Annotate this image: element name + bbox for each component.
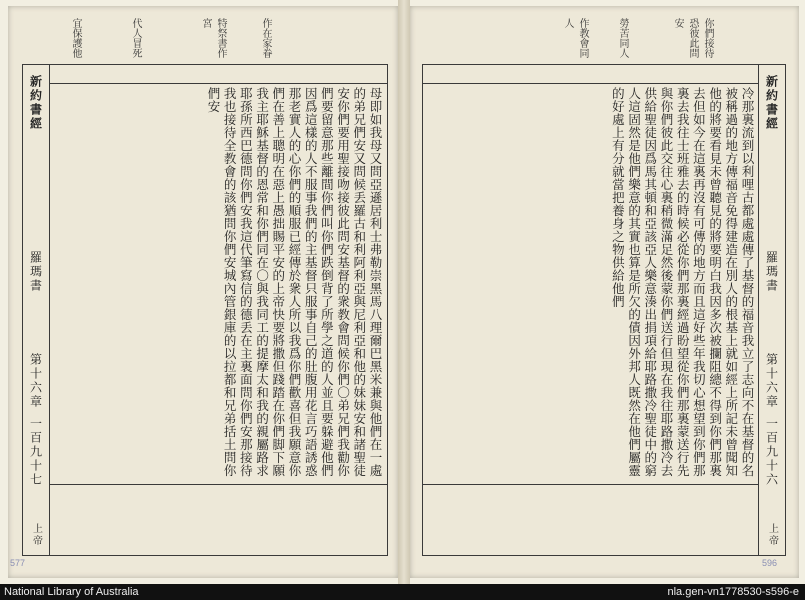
left-footnotes <box>49 484 387 555</box>
left-side-label: 上帝 <box>30 523 42 547</box>
left-text-frame <box>22 64 388 556</box>
left-book-title: 新約書經 <box>28 75 43 131</box>
right-footnotes <box>423 484 759 555</box>
right-margin-note-4: 你們接待 <box>702 18 713 58</box>
library-footer <box>0 584 805 600</box>
right-verse-number-band <box>423 65 759 84</box>
book-gutter <box>398 0 410 584</box>
left-margin-note-1: 宜保護他 <box>70 18 81 58</box>
right-chapter-number: 第十六章 <box>764 353 779 409</box>
left-margin-note-4: 作在家眷 <box>260 18 271 58</box>
right-page-number: 一百九十六 <box>764 417 779 487</box>
right-margin-note-3: 恐彼此問安 <box>672 18 698 58</box>
right-text-frame <box>422 64 786 556</box>
left-verse-number-band <box>49 65 387 84</box>
right-body-text: 冷那裏流到以利哩古都處處傳了基督的福音我立了志向不在基督的名被稱過的地方傳福音免得建造在別人的根基上就如經上所記未曾聞知他的將要看見未曾聽見的將要明白我因多次被攔阻總不得到你們那裏去但如今在這裏再沒有可傳的地方而且這好些年我切心想望到你們那裏去我往士班雅去的時候必從你們那裏經過盼望從你們那裏蒙送行先與你們彼此交往心裏稍微滿足然後蒙你們送行但現在我往耶路撒冷去供給聖徒因爲馬其頓和亞該亞人樂意湊出捐項給耶路撒冷聖徒中的窮人這固然是他們樂意的其實也算是所欠的債因外邦人既然在他們屬靈的好處上有分就當把養身之物供給他們 <box>610 87 755 477</box>
left-running-header <box>23 65 50 555</box>
footer-institution: National Library of Australia <box>4 586 139 598</box>
footer-identifier: nla.gen-vn1778530-s596-e <box>667 586 799 598</box>
left-body-text: 母即如我母又問亞遜居利士弗勒崇黑馬八理爾巴黑米兼與他們在一處的弟兄們安又問候丢羅古和利阿利亞與尼利亞和他的妹妹安和諸聖徒安你們要用聖接吻接彼此問安基督的衆教會問候你們〇弟兄們我勸你們要留意那些離間你們叫你們跌倒背了所學之道的人並且要躲避他們因爲這樣的人不服事我們的主基督只服事自己的肚腹用花言巧語誘惑那老實人的心你們的順服已經傳於衆人所以我爲你們歡喜但我願意你們在善上聰明在惡上愚拙賜平安的上帝快要將撒但踐踏在你們脚下願我主耶穌基督的恩常和你們同在〇與我同工的提摩太和我的親屬路求耶孫所西巴德問你們安我這代筆寫信的德丢在主裏面問你們安那接待我也接待全教會的該猶問你們安城內管銀庫的以拉都和兄弟括土問你們安 <box>205 87 383 477</box>
right-book-title: 新約書經 <box>764 75 779 131</box>
left-margin-note-3: 特祭書作宮 <box>200 18 226 58</box>
right-side-label: 上帝 <box>766 523 778 547</box>
left-chapter-number: 第十六章 <box>28 353 43 409</box>
left-page-number: 一百九十七 <box>28 417 43 487</box>
left-margin-note-2: 代人冒死 <box>130 18 141 58</box>
right-margin-note-2: 勞苦同人 <box>617 18 628 58</box>
right-chapter-title: 羅瑪書 <box>764 251 779 293</box>
right-pencil-number: 596 <box>762 558 778 568</box>
left-chapter-title: 羅瑪書 <box>28 251 43 293</box>
right-running-header <box>758 65 785 555</box>
left-page <box>8 6 398 578</box>
right-page <box>410 6 799 578</box>
right-margin-note-1: 作教會同人 <box>562 18 588 58</box>
left-pencil-number: 577 <box>10 558 26 568</box>
